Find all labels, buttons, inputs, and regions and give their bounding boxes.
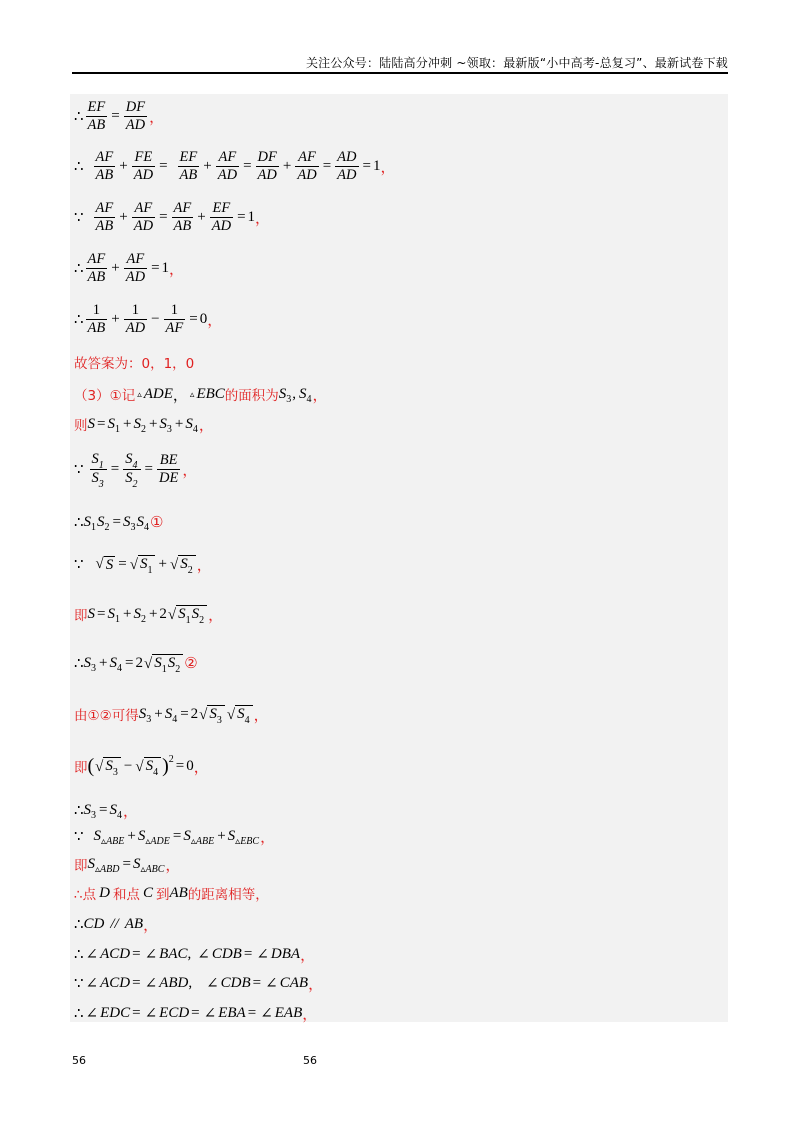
part3-intro: （3）①记 ▵ ADE ， ▵ EBC 的面积为 S 3 , S 4 ， (74, 385, 328, 405)
square-zero: 即 ( √ $S_3$ − √ $S_4$ ) 2 = 0 ， (74, 753, 209, 778)
area-ratio: ∵ $\frac{S_1}{S_3}$ = $\frac{S_4}{S_2}$ = $\frac{BE}{DE}$ ， (74, 450, 198, 490)
math-line-1: ∴ $\frac{EF}{AB}$ = $\frac{DF}{AD}$ ， (74, 98, 165, 133)
math-line-3: ∵ $\frac{AF}{AB}$ + $\frac{AF}{AD}$ = $\frac{AF}{AB}$ + $\frac{EF}{AD}$ = 1 ， (74, 199, 271, 234)
s3-equals-s4: ∴ S 3 = S 4 ， (74, 801, 139, 821)
therefore-symbol: ∴ (74, 108, 84, 125)
product-equation: ∴ S 1 S 2 = S 3 S 4 ① (74, 513, 164, 533)
math-line-4: ∴ $\frac{AF}{AB}$ + $\frac{AF}{AD}$ = 1 ， (74, 250, 185, 285)
triangle-area-sum: ∵ S ▵ABE + S ▵ADE = S ▵ABE + S ▵EBC ， (74, 827, 276, 847)
page-number-left: 56 (72, 1054, 86, 1067)
fraction: $\frac{DF}{AD}$ (125, 98, 146, 133)
math-line-5: ∴ $\frac{1}{AB}$ + $\frac{1}{AD}$ − $\frac{1}{AF}$ = 0 ， (74, 301, 223, 336)
distance-statement: ∴点 D 和点 C 到 AB 的距离相等， (74, 884, 269, 903)
solution-content (70, 94, 728, 1022)
expanded-sum: 即 S = S 1 + S 2 + 2 √ $S_1S_2$ ， (74, 605, 224, 626)
sum-of-areas: 则 S = S 1 + S 2 + S 3 + S 4 ， (74, 415, 214, 435)
math-line-2: ∴ $\frac{AF}{AB}$ + $\frac{FE}{AD}$ = $\frac{EF}{AB}$ + $\frac{AF}{AD}$ = $\frac{DF}{AD}$ + $\frac{AF}{AD}$ = $\frac{AD}{AD}$ = 1 ， (74, 148, 396, 183)
angle-equality-2: ∵ ∠ ACD = ∠ ABD , ∠ CDB = ∠ CAB ， (74, 974, 324, 993)
s3-s4-sum: ∴ S 3 + S 4 = 2 √ $S_1S_2$ ② (74, 654, 198, 675)
answer-line: 故答案为：0，1，0 (74, 356, 195, 372)
triangle-area-equal: 即 S ▵ABD = S ▵ABC ， (74, 855, 181, 875)
page-number-center: 56 (303, 1054, 317, 1067)
angle-equality-1: ∴ ∠ ACD = ∠ BAC , ∠ CDB = ∠ DBA ， (74, 945, 316, 964)
header-divider (72, 72, 728, 74)
derived-equation: 由①②可得 S 3 + S 4 = 2 √ $S_3$ √ $S_4$ ， (74, 705, 269, 726)
fraction: $\frac{EF}{AB}$ (87, 98, 106, 133)
angle-equality-3: ∴ ∠ EDC = ∠ ECD = ∠ EBA = ∠ EAB ， (74, 1004, 318, 1023)
page-header: 关注公众号：陆陆高分冲刺 ~领取：最新版“小中高考-总复习”、最新试卷下载 (305, 56, 728, 70)
sqrt-sum: ∵ √ S = √ $S_1$ + √ $S_2$ ， (74, 555, 212, 576)
parallel-statement: ∴ CD // AB ， (74, 915, 159, 934)
